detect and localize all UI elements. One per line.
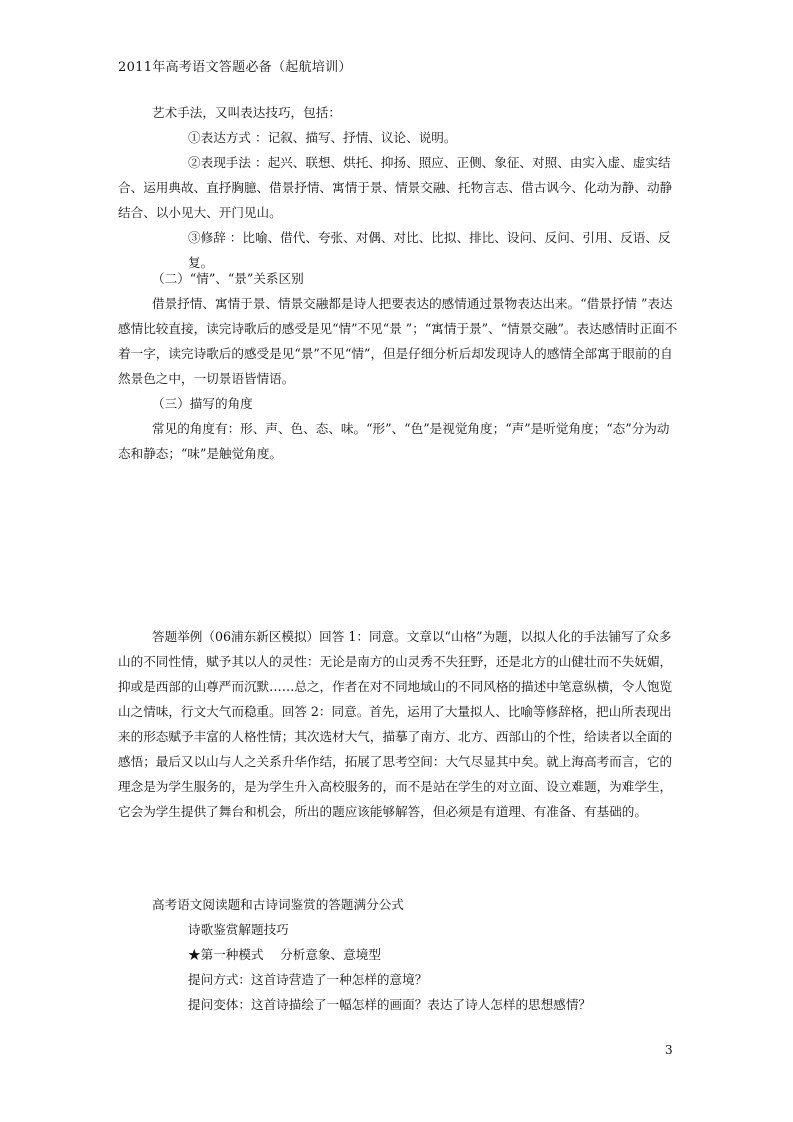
section-answer-example [118,624,678,824]
title-formula: 高考语文阅读题和古诗词鉴赏的答题满分公式 [152,897,404,912]
body-emotion-scene: 借景抒情、寓情于景、情景交融都是诗人把要表达的感情通过景物表达出来。“借景抒情 ”表达感情比较直接，读完诗歌后的感受是见“情”不见“景 ”；“寓情于景”、“情景交融”。表达感情时正面不着一字，读完诗歌后的感受是见“景”不见“情”，但是仔细分析后却发现诗人的感情全部寓于眼前的自然景色之中，一切景语皆情语。 [118,296,678,386]
heading-emotion-scene: （二）“情”、“景”关系区别 [152,271,304,286]
item-expression-modes: ①表达方式 ：记叙、描写、抒情、议论、说明。 [188,130,457,145]
question-form: 提问方式：这首诗营造了一种怎样的意境？ [188,972,428,987]
section-emotion-scene [118,266,678,466]
section-poetry-appreciation [118,892,678,1017]
item-expression-techniques: ②表现手法 ：起兴、联想、烘托、抑扬、照应、正侧、象征、对照、由实入虚、虚实结合、运用典故、直抒胸臆、借景抒情、寓情于景、情景交融、托物言志、借古讽今、化动为静、动静结合、以小见大、开门见山。 [118,155,673,220]
body-description-angle: 常见的角度有：形、声、色、态、味。“形”、“色”是视觉角度；“声”是听觉角度；“态”分为动态和静态；“味”是触觉角度。 [118,421,670,461]
item-rhetoric: ③修辞 ：比喻、借代、夸张、对偶、对比、比拟、排比、设问、反问、引用、反语、反复。 [188,230,671,270]
heading-description-angle: （三）描写的角度 [152,396,253,411]
question-variant: 提问变体：这首诗描绘了一幅怎样的画面？表达了诗人怎样的思想感情？ [188,997,591,1012]
intro-line: 艺术手法，又叫表达技巧，包括： [152,105,341,120]
mode-one: ★第一种模式 分析意象、意境型 [188,947,381,962]
body-answer-example: 答题举例（06浦东新区模拟）回答 1：同意。文章以“山格”为题，以拟人化的手法铺写了众多山的不同性情，赋予其以人的灵性：无论是南方的山灵秀不失狂野，还是北方的山健壮而不失妩媚，抑或是西部的山尊严而沉默……总之，作者在对不同地域山的不同风格的描述中笔意纵横，令人饱览山之情味，行文大气而稳重。回答 2：同意。首先，运用了大量拟人、比喻等修辞格，把山所表现出来的形态赋予丰富的人格性情；其次选材大气，描摹了南方、北方、西部山的个性，给读者以全面的感悟；最后又以山与人之关系升华作结，拓展了思考空间：大气尽显其中矣。就上海高考而言，它的理念是为学生服务的，是为学生升入高校服务的，而不是站在学生的对立面、设立难题，为难学生，它会为学生提供了舞台和机会，所出的题应该能够解答，但必须是有道理、有准备、有基础的。 [118,629,673,819]
page-number: 3 [665,1043,673,1057]
section-art-techniques [118,100,678,275]
subtitle-poetry-tips: 诗歌鉴赏解题技巧 [188,922,289,937]
page-header: 2011年高考语文答题必备（起航培训） [118,60,352,75]
